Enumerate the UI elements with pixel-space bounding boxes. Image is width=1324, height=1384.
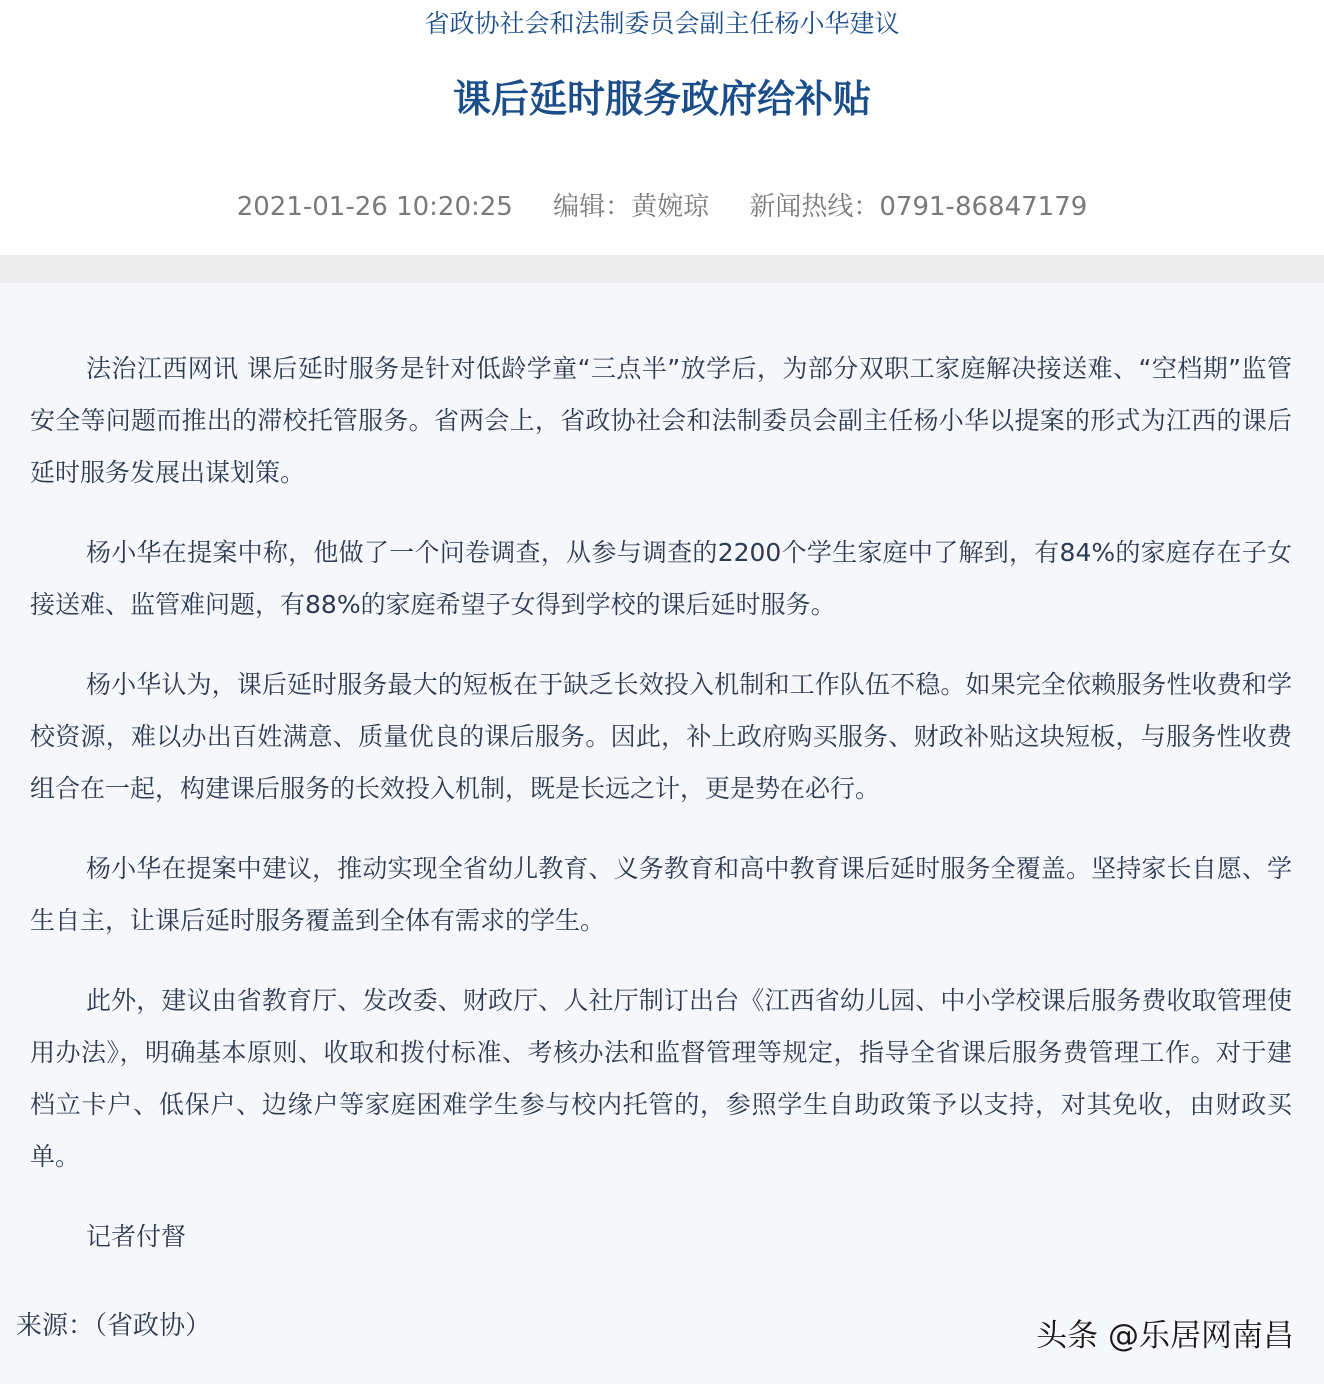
article-paragraph: 杨小华在提案中建议，推动实现全省幼儿教育、义务教育和高中教育课后延时服务全覆盖。坚持家长自愿、学生自主，让课后延时服务覆盖到全体有需求的学生。 <box>30 854 1292 935</box>
article-paragraph: 杨小华认为，课后延时服务最大的短板在于缺乏长效投入机制和工作队伍不稳。如果完全依赖服务性收费和学校资源，难以办出百姓满意、质量优良的课后服务。因此，补上政府购买服务、财政补贴这块短板，与服务性收费组合在一起，构建课后服务的长效投入机制，既是长远之计，更是势在必行。 <box>30 670 1292 803</box>
article-meta <box>0 188 1324 226</box>
news-hotline: 新闻热线：0791-86847179 <box>749 192 1088 222</box>
article-paragraph: 法治江西网讯 课后延时服务是针对低龄学童“三点半”放学后，为部分双职工家庭解决接送难、“空档期”监管安全等问题而推出的滞校托管服务。省两会上，省政协社会和法制委员会副主任杨小华以提案的形式为江西的课后延时服务发展出谋划策。 <box>30 354 1292 487</box>
publish-datetime: 2021-01-26 10:20:25 <box>236 192 513 222</box>
article-body <box>30 343 1292 1291</box>
editor-info: 编辑：黄婉琼 <box>553 192 710 222</box>
article-header <box>0 0 1324 255</box>
article-source: 来源：（省政协） <box>16 1311 212 1341</box>
header-divider <box>0 255 1324 283</box>
article-title: 课后延时服务政府给补贴 <box>452 77 871 121</box>
article-body-area <box>0 283 1324 1384</box>
article-paragraph: 杨小华在提案中称，他做了一个问卷调查，从参与调查的2200个学生家庭中了解到，有84%的家庭存在子女接送难、监管难问题，有88%的家庭希望子女得到学校的课后延时服务。 <box>30 538 1292 619</box>
article-subtitle: 省政协社会和法制委员会副主任杨小华建议 <box>424 9 900 38</box>
article-paragraph: 此外，建议由省教育厅、发改委、财政厅、人社厅制订出台《江西省幼儿园、中小学校课后服务费收取管理使用办法》，明确基本原则、收取和拨付标准、考核办法和监督管理等规定，指导全省课后服务费管理工作。对于建档立卡户、低保户、边缘户等家庭困难学生参与校内托管的，参照学生自助政策予以支持，对其免收，由财政买单。 <box>30 986 1292 1171</box>
reporter-byline: 记者付督 <box>86 1222 187 1251</box>
platform-watermark: 头条 @乐居网南昌 <box>1036 1318 1294 1354</box>
